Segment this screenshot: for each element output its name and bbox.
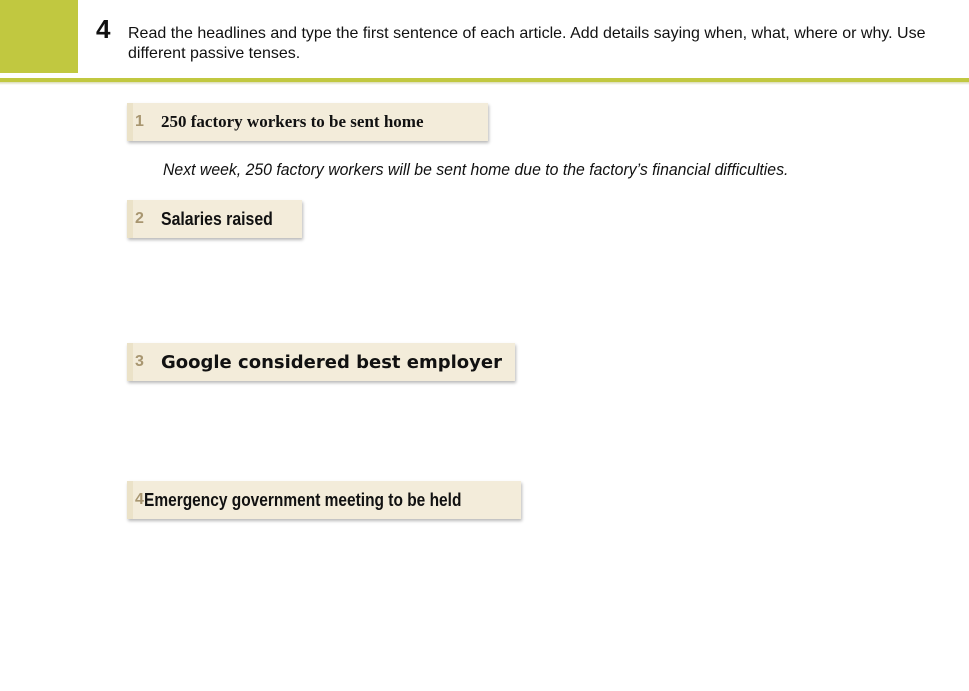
headline-text: Salaries raised [161, 208, 273, 229]
headline-number: 3 [135, 353, 144, 370]
headline-text: Emergency government meeting to be held [143, 489, 462, 510]
answer-field-4[interactable] [163, 527, 953, 607]
headline-3 [127, 343, 515, 381]
headline-number: 1 [135, 113, 144, 130]
header-accent-square [0, 0, 78, 73]
headline-number: 4 [135, 491, 144, 508]
exercise-instructions: Read the headlines and type the first sentence of each article. Add details saying when, what, where or why. Use different passive tenses. [128, 25, 926, 62]
headline-4 [127, 481, 521, 519]
headline-2 [127, 200, 302, 238]
header-divider-shadow [0, 82, 969, 85]
answer-field-3[interactable] [163, 389, 953, 469]
headline-1 [127, 103, 488, 141]
answer-field-2[interactable] [163, 246, 953, 326]
answer-field-1[interactable]: Next week, 250 factory workers will be sent home due to the factory’s financial difficulties. [163, 160, 789, 179]
headline-text: 250 factory workers to be sent home [161, 112, 424, 131]
headline-text: Google considered best employer [161, 351, 502, 373]
headline-number: 2 [135, 210, 144, 227]
exercise-number: 4 [96, 14, 111, 44]
